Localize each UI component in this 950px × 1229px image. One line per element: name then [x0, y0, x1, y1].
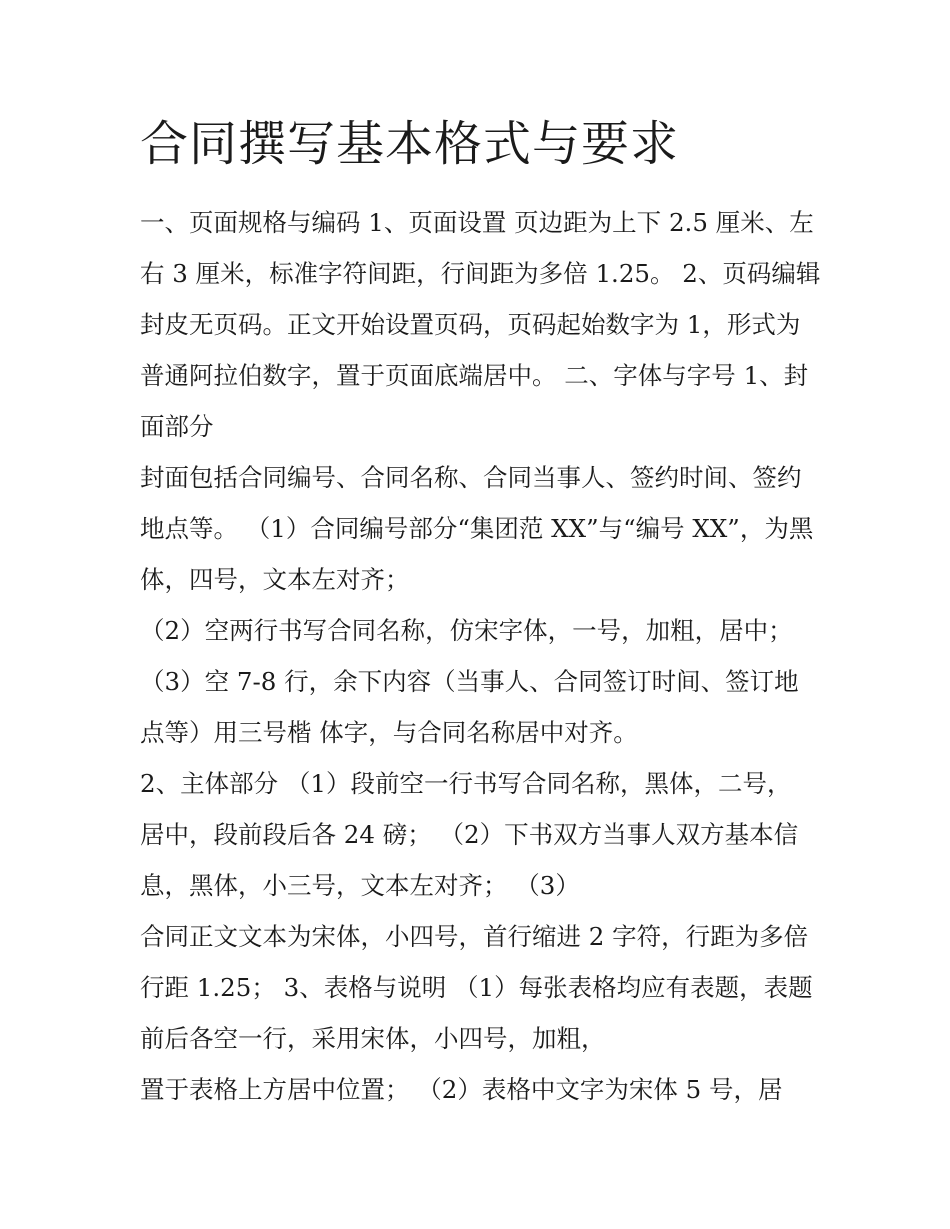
body-line: 2、主体部分 （1）段前空一行书写合同名称，黑体，二号， — [140, 769, 792, 798]
body-line: （3）空 7-8 行，余下内容（当事人、合同签订时间、签订地 — [140, 667, 799, 696]
body-line: 封皮无页码。正文开始设置页码，页码起始数字为 1，形式为 — [140, 310, 801, 339]
body-line: 体，四号，文本左对齐； — [140, 565, 410, 594]
body-line: 右 3 厘米，标准字符间距，行间距为多倍 1.25。 2、页码编辑 — [140, 259, 821, 288]
body-line: 前后各空一行，采用宋体，小四号，加粗， — [140, 1024, 606, 1053]
body-line: （2）空两行书写合同名称，仿宋字体，一号，加粗，居中； — [140, 616, 793, 645]
body-line: 置于表格上方居中位置； （2）表格中文字为宋体 5 号，居 — [140, 1075, 783, 1104]
body-line: 一、页面规格与编码 1、页面设置 页边距为上下 2.5 厘米、左 — [140, 208, 814, 237]
body-line: 行距 1.25； 3、表格与说明 （1）每张表格均应有表题，表题 — [140, 973, 813, 1002]
document-title: 合同撰写基本格式与要求 — [140, 116, 680, 172]
body-line: 封面包括合同编号、合同名称、合同当事人、签约时间、签约 — [140, 463, 802, 492]
body-line: 地点等。 （1）合同编号部分“集团范 XX”与“编号 XX”，为黑 — [140, 514, 814, 543]
body-line: 居中，段前段后各 24 磅； （2）下书双方当事人双方基本信 — [140, 820, 799, 849]
body-line: 合同正文文本为宋体，小四号，首行缩进 2 字符，行距为多倍 — [140, 922, 809, 951]
body-line: 点等）用三号楷 体字，与合同名称居中对齐。 — [140, 718, 638, 747]
body-line: 普通阿拉伯数字，置于页面底端居中。 二、字体与字号 1、封 — [140, 361, 809, 390]
body-line: 息，黑体，小三号，文本左对齐； （3） — [140, 871, 580, 900]
body-line: 面部分 — [140, 412, 214, 441]
document-body — [140, 200, 840, 1118]
